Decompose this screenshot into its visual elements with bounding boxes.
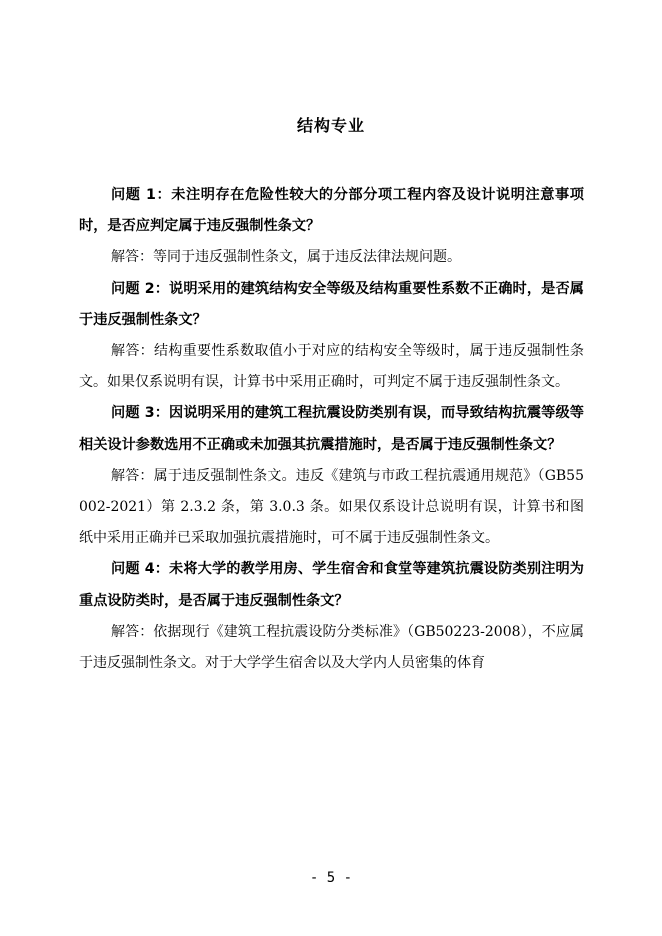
page-title: 结构专业 [296, 116, 365, 135]
question-1: 问题 1：未注明存在危险性较大的分部分项工程内容及设计说明注意事项时，是否应判定属于违反强制性条文？ [79, 187, 584, 235]
page-number: - 5 - [309, 870, 353, 886]
answer-4: 解答：依据现行《建筑工程抗震设防分类标准》（GB50223-2008），不应属于违反强制性条文。对于大学学生宿舍以及大学内人员密集的体育 [79, 623, 584, 672]
document-body [79, 180, 584, 679]
answer-2: 解答：结构重要性系数取值小于对应的结构安全等级时，属于违反强制性条文。如果仅系说明有误，计算书中采用正确时，可判定不属于违反强制性条文。 [79, 343, 584, 391]
answer-1: 解答：等同于违反强制性条文，属于违反法律法规问题。 [111, 249, 461, 266]
question-4: 问题 4：未将大学的教学用房、学生宿舍和食堂等建筑抗震设防类别注明为重点设防类时，是否属于违反强制性条文？ [79, 561, 584, 609]
question-2: 问题 2：说明采用的建筑结构安全等级及结构重要性系数不正确时，是否属于违反强制性条文？ [79, 280, 584, 328]
question-3: 问题 3：因说明采用的建筑工程抗震设防类别有误，而导致结构抗震等级等相关设计参数选用不正确或未加强其抗震措施时，是否属于违反强制性条文？ [79, 405, 584, 453]
answer-3: 解答：属于违反强制性条文。违反《建筑与市政工程抗震通用规范》（GB55002-2021）第 2.3.2 条，第 3.0.3 条。如果仅系设计总说明有误，计算书和图纸中采用正确并已采取加强抗震措施时，可不属于违反强制性条文。 [79, 467, 584, 547]
